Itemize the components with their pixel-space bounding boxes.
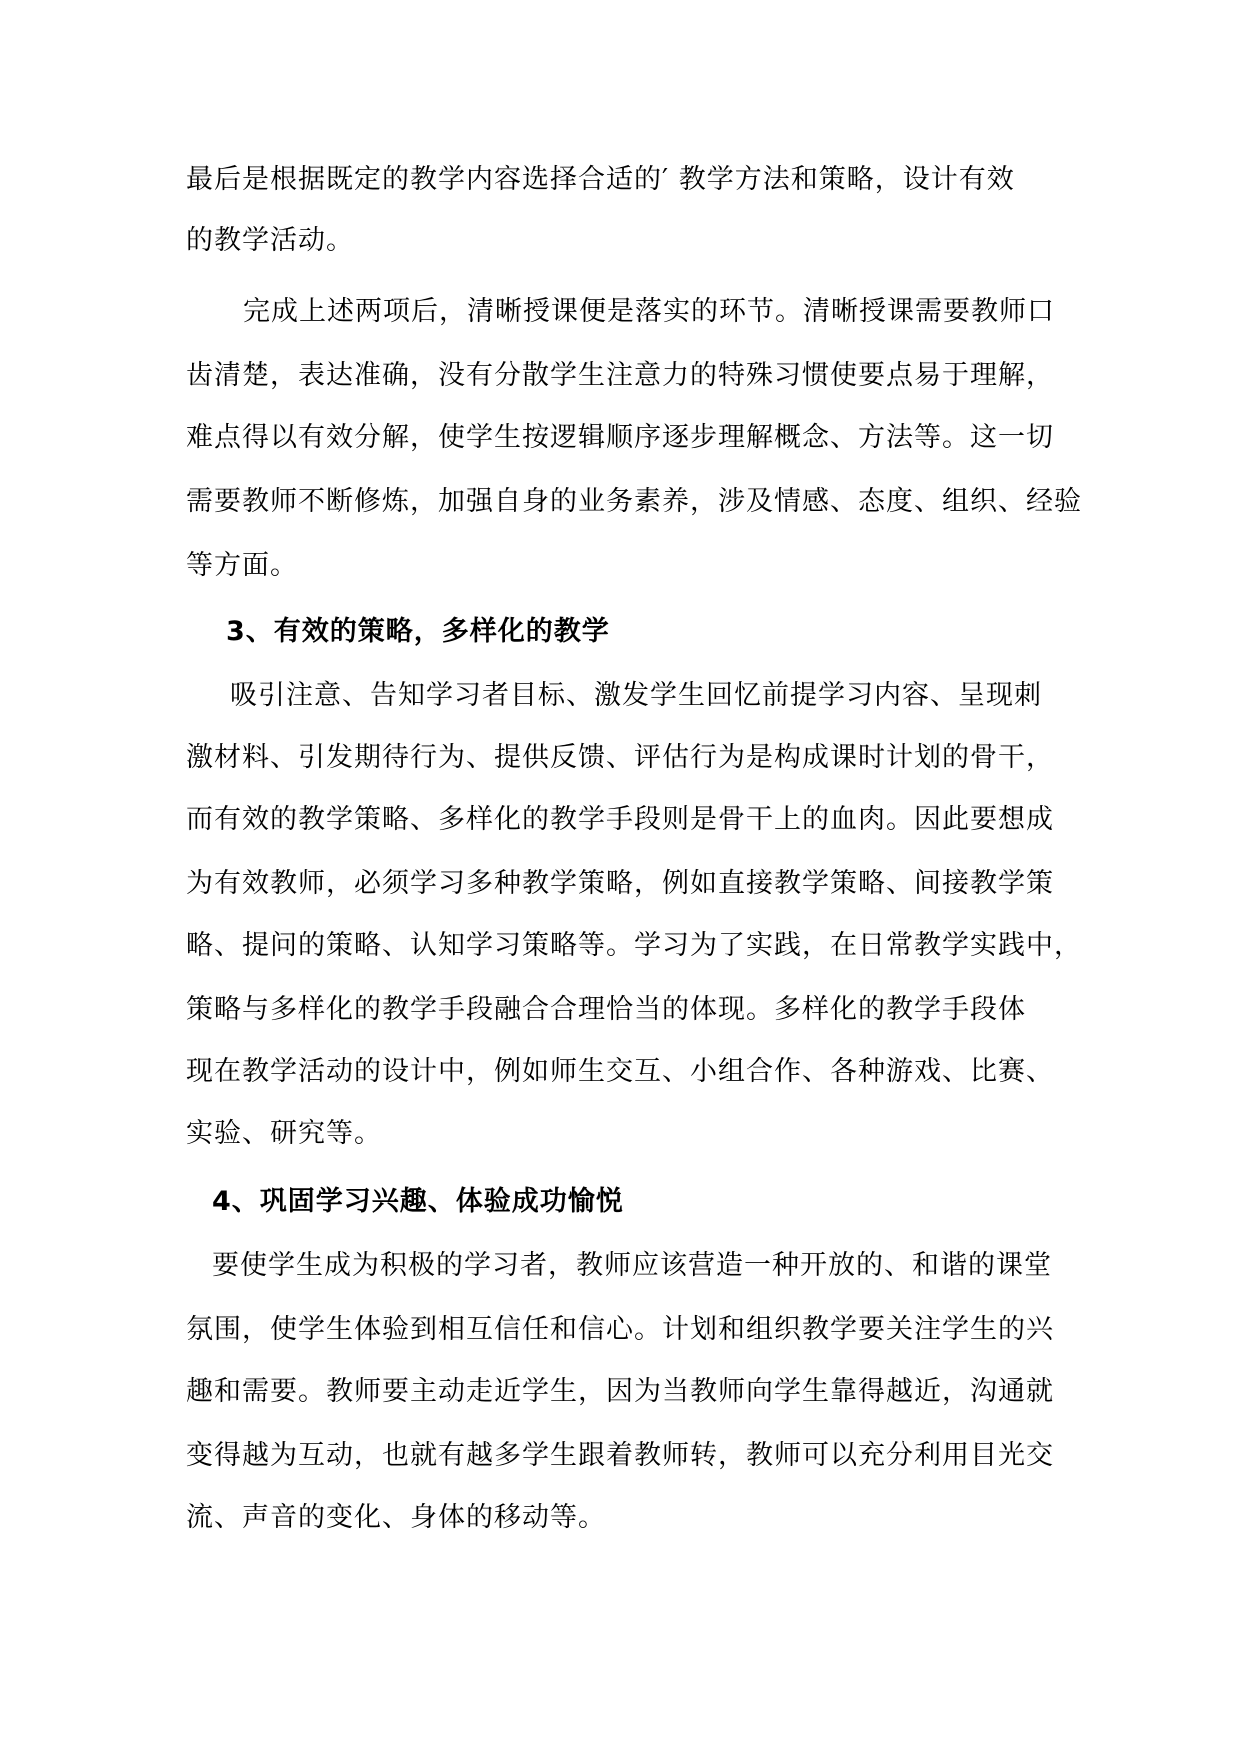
text-line: 现在教学活动的设计中，例如师生交互、小组合作、各种游戏、比赛、	[186, 1056, 1054, 1087]
text-line: 策略与多样化的教学手段融合合理恰当的体现。多样化的教学手段体	[186, 994, 1026, 1025]
section-heading-4: 4、巩固学习兴趣、体验成功愉悦	[212, 1186, 624, 1217]
text-line: 的教学活动。	[186, 225, 354, 256]
text-line: 趣和需要。教师要主动走近学生，因为当教师向学生靠得越近，沟通就	[186, 1376, 1054, 1407]
section-heading-3: 3、有效的策略，多样化的教学	[226, 616, 610, 647]
text-line: 而有效的教学策略、多样化的教学手段则是骨干上的血肉。因此要想成	[186, 804, 1054, 835]
text-line: 完成上述两项后，清晰授课便是落实的环节。清晰授课需要教师口	[243, 296, 1055, 327]
text-line: 吸引注意、告知学习者目标、激发学生回忆前提学习内容、呈现刺	[230, 680, 1042, 711]
text-line: 为有效教师，必须学习多种教学策略，例如直接教学策略、间接教学策	[186, 868, 1054, 899]
text-line: 要使学生成为积极的学习者，教师应该营造一种开放的、和谐的课堂	[212, 1250, 1052, 1281]
text-line: 最后是根据既定的教学内容选择合适的′ 教学方法和策略，设计有效	[186, 164, 1015, 195]
text-line: 需要教师不断修炼，加强自身的业务素养，涉及情感、态度、组织、经验	[186, 486, 1082, 517]
text-line: 实验、研究等。	[186, 1118, 382, 1149]
text-line: 齿清楚，表达准确，没有分散学生注意力的特殊习惯使要点易于理解，	[186, 360, 1054, 391]
text-line: 变得越为互动，也就有越多学生跟着教师转，教师可以充分利用目光交	[186, 1440, 1054, 1471]
text-line: 氛围，使学生体验到相互信任和信心。计划和组织教学要关注学生的兴	[186, 1314, 1054, 1345]
text-line: 等方面。	[186, 550, 298, 581]
text-line: 流、声音的变化、身体的移动等。	[186, 1502, 606, 1533]
text-line: 难点得以有效分解，使学生按逻辑顺序逐步理解概念、方法等。这一切	[186, 422, 1054, 453]
text-line: 激材料、引发期待行为、提供反馈、评估行为是构成课时计划的骨干，	[186, 742, 1054, 773]
text-line: 略、提问的策略、认知学习策略等。学习为了实践，在日常教学实践中，	[186, 930, 1082, 961]
